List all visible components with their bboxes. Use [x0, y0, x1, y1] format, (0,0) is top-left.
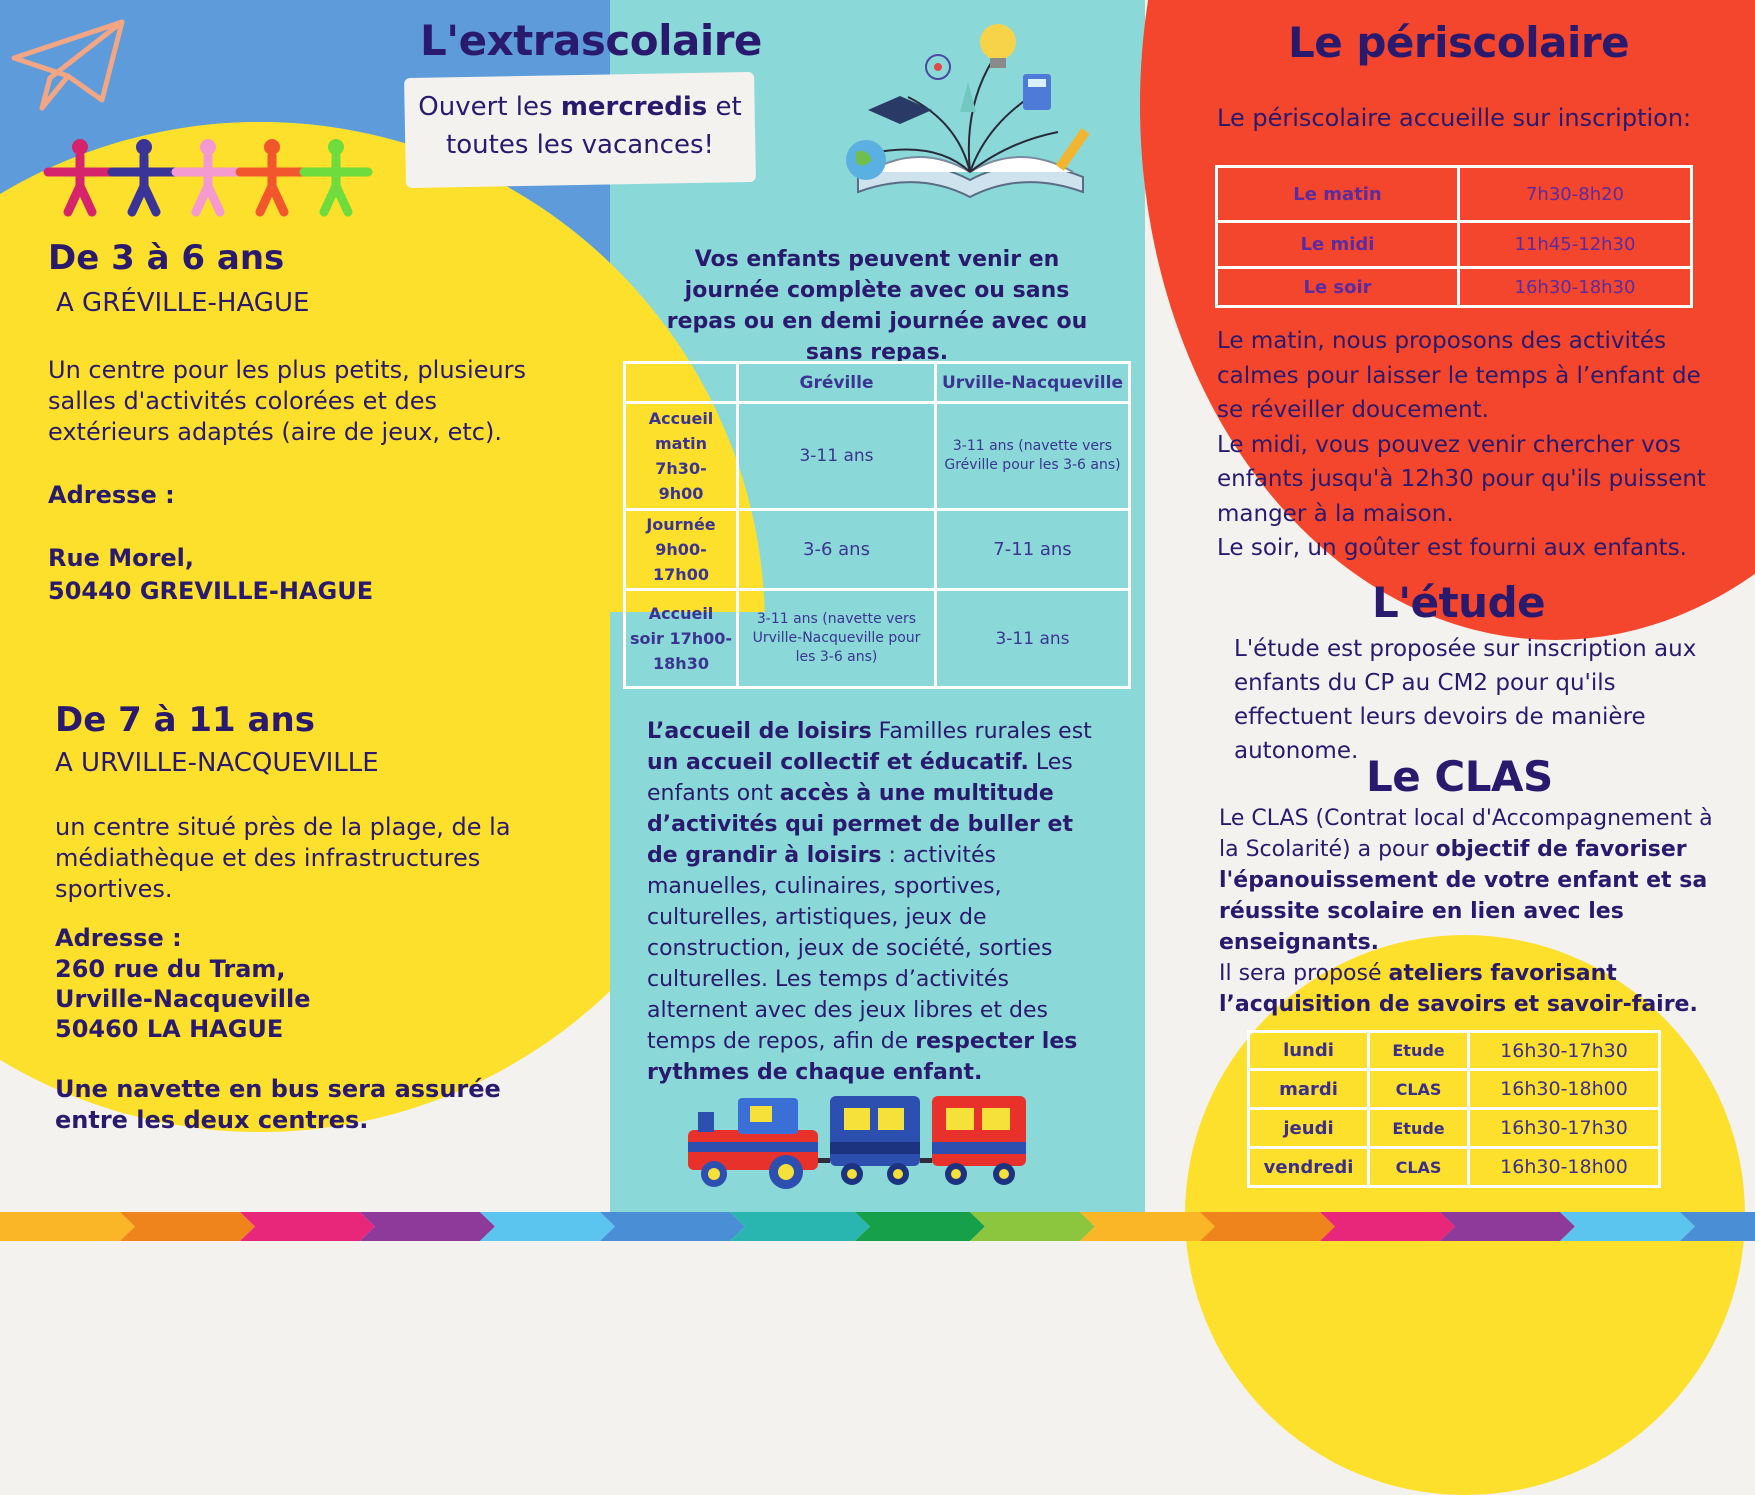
clas-t3: Il sera proposé	[1219, 961, 1389, 986]
clas-row-day: jeudi	[1249, 1109, 1369, 1148]
loisirs-p1: L’accueil de loisirs	[647, 719, 872, 744]
row-day-label	[625, 510, 738, 590]
peri-row-noon-time: 11h45-12h30	[1459, 222, 1692, 268]
etude-text: L'étude est proposée sur inscription aux enfants du CP au CM2 pour qu'ils effectuent leurs devoirs de manière autonome.	[1234, 636, 1697, 764]
clas-row-type: CLAS	[1369, 1148, 1469, 1187]
s2-place: A URVILLE-NACQUEVILLE	[55, 748, 379, 778]
row-day-urville: 7-11 ans	[936, 510, 1130, 590]
loisirs-p2: Familles rurales est	[871, 719, 1092, 744]
extrascolaire-table	[623, 361, 1131, 689]
banner-line2: toutes les vacances!	[446, 130, 714, 160]
row-evening-label	[625, 590, 738, 688]
toy-train-icon	[688, 1090, 1048, 1190]
clas-table	[1247, 1030, 1661, 1188]
row-morning-label	[625, 403, 738, 510]
row-morning-greville: 3-11 ans	[738, 403, 936, 510]
clas-row-day: mardi	[1249, 1070, 1369, 1109]
children-figures-icon	[40, 138, 380, 218]
banner-bold: mercredis	[560, 92, 708, 122]
s2-title: De 7 à 11 ans	[55, 700, 315, 740]
etude-title: L'étude	[1372, 578, 1546, 627]
clas-t4: ateliers favorisant l’acquisition de savoirs et savoir-faire.	[1219, 961, 1698, 1017]
clas-row-type: Etude	[1369, 1032, 1469, 1070]
periscolaire-text	[1217, 324, 1717, 566]
peri-row-noon-label: Le midi	[1217, 222, 1459, 268]
row-day-label-text: Journée 9h00-17h00	[646, 515, 716, 584]
periscolaire-intro: Le périscolaire accueille sur inscription:	[1217, 104, 1692, 132]
periscolaire-title: Le périscolaire	[1288, 18, 1630, 67]
loisirs-p5: accès à une multitude d’activités qui permet de buller et de grandir à loisirs	[647, 781, 1073, 868]
clas-row-time: 16h30-17h30	[1469, 1032, 1660, 1070]
loisirs-p3: un accueil collectif et éducatif.	[647, 750, 1029, 775]
s1-place: A GRÉVILLE-HAGUE	[56, 288, 310, 318]
row-day-greville: 3-6 ans	[738, 510, 936, 590]
row-evening-greville: 3-11 ans (navette vers Urville-Nacqueville pour les 3-6 ans)	[738, 590, 936, 688]
row-evening-label-text: Accueil soir 17h00-18h30	[629, 604, 733, 673]
banner-pre: Ouvert les	[418, 92, 561, 122]
loisirs-p7: respecter les rythmes de chaque enfant.	[647, 1029, 1078, 1085]
s1-address-line2: 50440 GREVILLE-HAGUE	[48, 577, 374, 605]
s2-address-line3: 50460 LA HAGUE	[55, 1015, 284, 1043]
peri-row-evening-time: 16h30-18h30	[1459, 268, 1692, 307]
row-morning-label-text: Accueil matin 7h30-9h00	[648, 409, 714, 503]
book-ideas-icon	[838, 12, 1103, 204]
table-header-greville: Gréville	[738, 363, 936, 403]
peri-row-morning-time: 7h30-8h20	[1459, 167, 1692, 222]
peri-row-evening-label: Le soir	[1217, 268, 1459, 307]
shuttle-note: Une navette en bus sera assurée entre les deux centres.	[55, 1075, 501, 1134]
loisirs-p4: Les enfants ont	[647, 750, 1073, 806]
clas-row-type: Etude	[1369, 1109, 1469, 1148]
peri-text-evening: Le soir, un goûter est fourni aux enfants.	[1217, 535, 1687, 561]
paper-plane-icon	[10, 18, 128, 113]
loisirs-text	[647, 716, 1109, 1088]
clas-t2: objectif de favoriser l'épanouissement de votre enfant et sa réussite scolaire en lien avec les enseignants.	[1219, 837, 1708, 955]
table-header-empty	[625, 363, 738, 403]
clas-text	[1219, 803, 1729, 1020]
s2-address-line1: 260 rue du Tram,	[55, 955, 286, 983]
extrascolaire-title: L'extrascolaire	[420, 16, 762, 65]
clas-row-time: 16h30-18h00	[1469, 1070, 1660, 1109]
clas-row-time: 16h30-17h30	[1469, 1109, 1660, 1148]
s2-address-line2: Urville-Nacqueville	[55, 985, 311, 1013]
s1-address-label: Adresse :	[48, 481, 175, 509]
table-header-urville: Urville-Nacqueville	[936, 363, 1130, 403]
extrascolaire-intro: Vos enfants peuvent venir en journée complète avec ou sans repas ou en demi journée avec ou sans repas.	[666, 247, 1088, 365]
loisirs-p6: : activités manuelles, culinaires, sportives, culturelles, artistiques, jeux de construction, jeux de société, sorties culturelles. Les temps d’activités alternent avec des jeux libres et des temps de repos, afin de	[647, 843, 1053, 1054]
clas-row-day: vendredi	[1249, 1148, 1369, 1187]
chevron-band	[0, 1212, 1755, 1241]
peri-text-morning: Le matin, nous proposons des activités calmes pour laisser le temps à l’enfant de se réveiller doucement.	[1217, 328, 1701, 423]
peri-row-morning-label: Le matin	[1217, 167, 1459, 222]
peri-text-noon: Le midi, vous pouvez venir chercher vos enfants jusqu'à 12h30 pour qu'ils puissent manger à la maison.	[1217, 431, 1706, 527]
s1-address-line1: Rue Morel,	[48, 544, 195, 572]
clas-t1: Le CLAS (Contrat local d'Accompagnement à la Scolarité) a pour	[1219, 806, 1713, 862]
s2-desc: un centre situé près de la plage, de la médiathèque et des infrastructures sportives.	[55, 813, 511, 903]
clas-row-time: 16h30-18h00	[1469, 1148, 1660, 1187]
opening-banner-text	[405, 88, 755, 164]
periscolaire-table	[1215, 165, 1693, 308]
row-morning-urville: 3-11 ans (navette vers Gréville pour les 3-6 ans)	[936, 403, 1130, 510]
s1-desc: Un centre pour les plus petits, plusieurs salles d'activités colorées et des extérieurs adaptés (aire de jeux, etc).	[48, 356, 527, 446]
banner-post: et	[707, 92, 742, 122]
s2-address-label: Adresse :	[55, 924, 182, 952]
row-evening-urville: 3-11 ans	[936, 590, 1130, 688]
clas-row-type: CLAS	[1369, 1070, 1469, 1109]
clas-title: Le CLAS	[1366, 752, 1553, 801]
clas-row-day: lundi	[1249, 1032, 1369, 1070]
s1-title: De 3 à 6 ans	[48, 238, 285, 278]
